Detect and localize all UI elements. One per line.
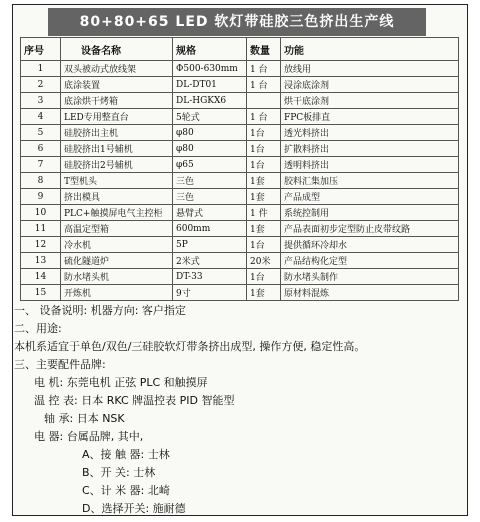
row-equipment-name: 硅胶挤出1号辅机: [61, 141, 173, 157]
row-function: FPC板排直: [281, 109, 459, 125]
row-quantity: 1台: [247, 157, 281, 173]
note-brands-heading: 三、主要配件品牌:: [14, 358, 106, 371]
header-equipment-name: 设备名称: [61, 38, 173, 61]
row-spec: DT-33: [173, 269, 247, 285]
row-quantity: 1套: [247, 173, 281, 189]
row-index: 3: [21, 93, 61, 109]
row-spec: DL-DT01: [173, 77, 247, 93]
row-equipment-name: 防水堵头机: [61, 269, 173, 285]
row-function: 放线用: [281, 61, 459, 77]
row-index: 5: [21, 125, 61, 141]
row-index: 9: [21, 189, 61, 205]
row-quantity: [247, 93, 281, 109]
row-equipment-name: 底涂烘干烤箱: [61, 93, 173, 109]
header-spec: 规格: [173, 38, 247, 61]
table-row: [21, 109, 459, 125]
brand-contactor: A、接 触 器: 士林: [82, 448, 170, 461]
row-quantity: 1 台: [247, 61, 281, 77]
row-equipment-name: 高温定型箱: [61, 221, 173, 237]
row-index: 10: [21, 205, 61, 221]
row-function: 原材料混炼: [281, 285, 459, 301]
equipment-table: [20, 37, 459, 301]
note-purpose-text: 本机系适宜于单色/双色/三硅胶软灯带条挤出成型, 操作方便, 稳定性高。: [14, 340, 366, 353]
row-quantity: 1台: [247, 141, 281, 157]
row-spec: 三色: [173, 173, 247, 189]
table-row: [21, 205, 459, 221]
row-index: 1: [21, 61, 61, 77]
row-index: 13: [21, 253, 61, 269]
row-equipment-name: 冷水机: [61, 237, 173, 253]
row-equipment-name: 硅胶挤出2号辅机: [61, 157, 173, 173]
row-function: 提供循环冷却水: [281, 237, 459, 253]
table-row: [21, 221, 459, 237]
table-header-row: [21, 38, 459, 61]
row-equipment-name: 挤出模具: [61, 189, 173, 205]
row-function: 透光料挤出: [281, 125, 459, 141]
row-equipment-name: 底涂装置: [61, 77, 173, 93]
row-index: 11: [21, 221, 61, 237]
row-spec: DL-HGKX6: [173, 93, 247, 109]
row-spec: 2米式: [173, 253, 247, 269]
table-row: [21, 285, 459, 301]
row-function: 扩散料挤出: [281, 141, 459, 157]
row-equipment-name: T型机头: [61, 173, 173, 189]
row-spec: 5P: [173, 237, 247, 253]
header-function: 功能: [281, 38, 459, 61]
table-row: [21, 173, 459, 189]
notes-section: [14, 302, 464, 518]
table-row: [21, 61, 459, 77]
note-device-description: 一、 设备说明: 机器方向: 客户指定: [14, 304, 186, 317]
row-quantity: 1套: [247, 189, 281, 205]
row-function: 透明料挤出: [281, 157, 459, 173]
brand-temperature-controller: 温 控 表: 日本 RKC 牌温控表 PID 智能型: [34, 394, 235, 407]
table-row: [21, 93, 459, 109]
row-spec: φ80: [173, 141, 247, 157]
table-row: [21, 253, 459, 269]
row-function: 产品成型: [281, 189, 459, 205]
table-row: [21, 269, 459, 285]
row-function: 产品结构化定型: [281, 253, 459, 269]
row-function: 烘干底涂剂: [281, 93, 459, 109]
table-row: [21, 125, 459, 141]
brand-selector-switch: D、选择开关: 施耐德: [82, 502, 186, 515]
brand-meter-counter: C、计 米 器: 北崎: [82, 484, 170, 497]
row-index: 12: [21, 237, 61, 253]
row-index: 2: [21, 77, 61, 93]
table-row: [21, 157, 459, 173]
table-row: [21, 189, 459, 205]
brand-motor: 电 机: 东莞电机 正弦 PLC 和触摸屏: [34, 376, 208, 389]
row-spec: Φ500-630mm: [173, 61, 247, 77]
row-index: 14: [21, 269, 61, 285]
table-row: [21, 141, 459, 157]
brand-electrical: 电 器: 台属品牌, 其中,: [34, 430, 144, 443]
row-function: 产品表面初步定型防止皮带纹路: [281, 221, 459, 237]
row-equipment-name: 开炼机: [61, 285, 173, 301]
row-spec: φ80: [173, 125, 247, 141]
row-function: 胶料汇集加压: [281, 173, 459, 189]
row-function: 防水堵头制作: [281, 269, 459, 285]
row-quantity: 1 台: [247, 109, 281, 125]
row-function: 系统控制用: [281, 205, 459, 221]
row-equipment-name: 硫化隧道炉: [61, 253, 173, 269]
header-index: 序号: [21, 38, 61, 61]
row-equipment-name: 硅胶挤出主机: [61, 125, 173, 141]
row-spec: 三色: [173, 189, 247, 205]
row-equipment-name: LED专用整直台: [61, 109, 173, 125]
row-equipment-name: 双头被动式放线架: [61, 61, 173, 77]
table-row: [21, 237, 459, 253]
row-quantity: 20米: [247, 253, 281, 269]
row-quantity: 1台: [247, 125, 281, 141]
row-quantity: 1套: [247, 221, 281, 237]
note-purpose-heading: 二、用途:: [14, 322, 62, 335]
row-spec: 5轮式: [173, 109, 247, 125]
header-quantity: 数量: [247, 38, 281, 61]
row-quantity: 1 台: [247, 77, 281, 93]
brand-bearing: 轴 承: 日本 NSK: [44, 412, 125, 425]
row-quantity: 1台: [247, 269, 281, 285]
row-spec: 悬臂式: [173, 205, 247, 221]
document-title: 80+80+65 LED 软灯带硅胶三色挤出生产线: [48, 8, 426, 36]
row-spec: φ65: [173, 157, 247, 173]
row-index: 7: [21, 157, 61, 173]
row-index: 4: [21, 109, 61, 125]
row-function: 浸涂底涂剂: [281, 77, 459, 93]
row-index: 15: [21, 285, 61, 301]
row-spec: 600mm: [173, 221, 247, 237]
row-spec: 9寸: [173, 285, 247, 301]
row-quantity: 1台: [247, 237, 281, 253]
row-quantity: 1套: [247, 285, 281, 301]
row-index: 8: [21, 173, 61, 189]
row-index: 6: [21, 141, 61, 157]
row-equipment-name: PLC+触摸屏电气主控柜: [61, 205, 173, 221]
table-row: [21, 77, 459, 93]
row-quantity: 1 件: [247, 205, 281, 221]
brand-switch: B、开 关: 士林: [82, 466, 156, 479]
